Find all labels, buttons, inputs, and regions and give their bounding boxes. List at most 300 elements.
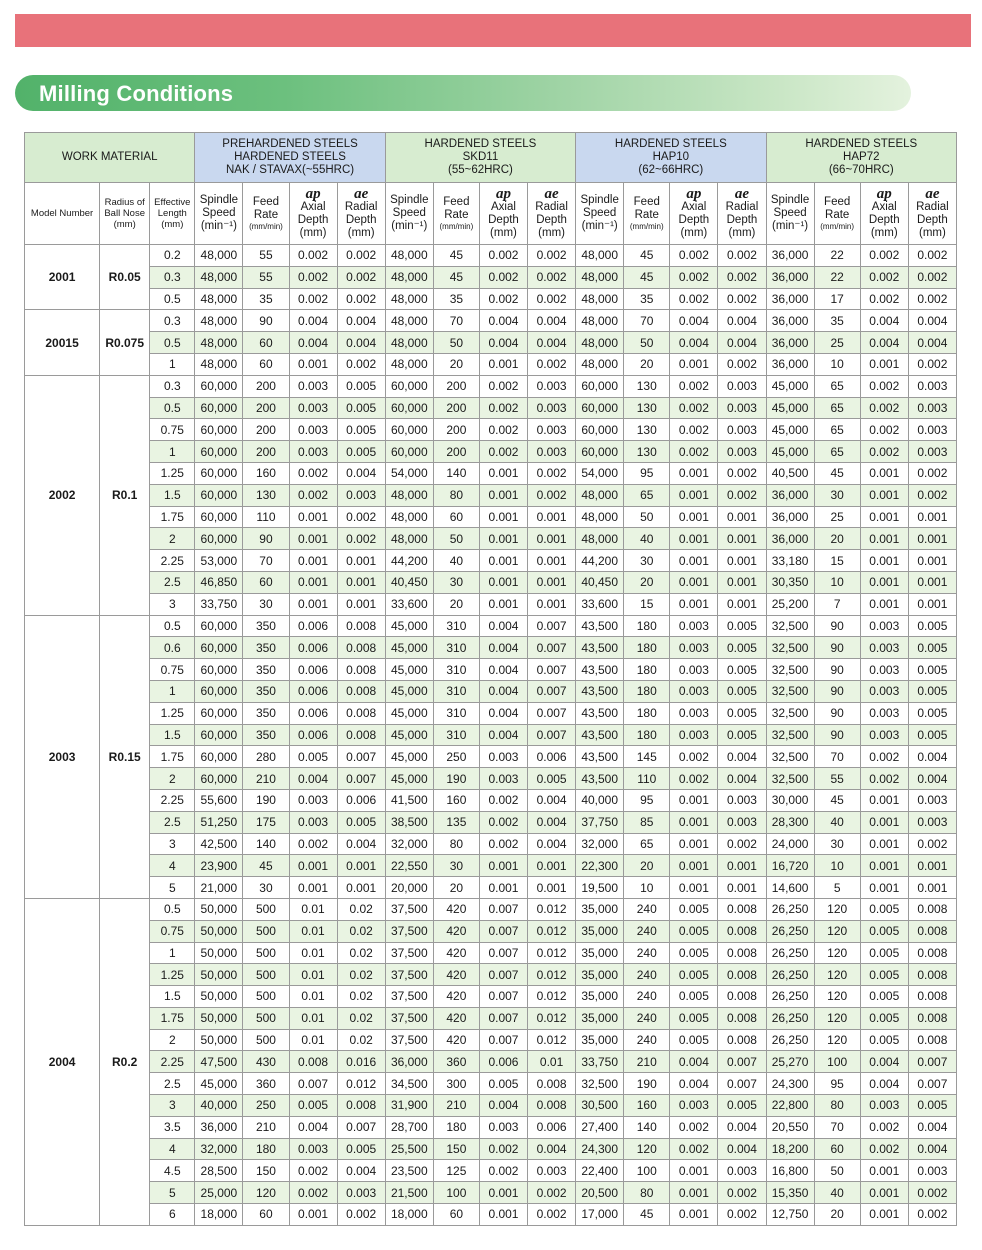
- axial-depth-cell: 0.001: [860, 833, 908, 855]
- axial-depth-cell: 0.005: [289, 746, 337, 768]
- table-row: [25, 637, 957, 659]
- radial-depth-cell: 0.001: [908, 528, 956, 550]
- radial-depth-cell: 0.002: [337, 1204, 385, 1226]
- feed-rate-cell: 70: [243, 550, 289, 572]
- spindle-speed-cell: 60,000: [195, 702, 243, 724]
- spindle-speed-cell: 48,000: [385, 506, 433, 528]
- spindle-speed-cell: 14,600: [766, 877, 814, 899]
- feed-rate-cell: 500: [243, 1029, 289, 1051]
- axial-depth-cell: 0.002: [479, 375, 527, 397]
- feed-rate-cell: 180: [624, 637, 670, 659]
- radial-depth-cell: 0.008: [718, 920, 766, 942]
- effective-length-cell: 1.5: [150, 986, 195, 1008]
- axial-depth-cell: 0.004: [479, 637, 527, 659]
- header-line: (mm): [113, 219, 136, 230]
- axial-depth-cell: 0.001: [670, 353, 718, 375]
- radial-depth-cell: 0.008: [337, 724, 385, 746]
- spindle-speed-cell: 18,200: [766, 1138, 814, 1160]
- axial-depth-cell: 0.002: [860, 288, 908, 310]
- header-line: (mm): [538, 226, 565, 239]
- effective-length-cell: 2: [150, 528, 195, 550]
- feed-rate-cell: 150: [243, 1160, 289, 1182]
- radial-depth-cell: 0.005: [337, 375, 385, 397]
- group-line: HAP10: [652, 151, 690, 163]
- feed-rate-cell: 95: [814, 1073, 860, 1095]
- axial-depth-cell: 0.002: [670, 441, 718, 463]
- spindle-speed-cell: 44,200: [385, 550, 433, 572]
- axial-depth-cell: 0.005: [860, 942, 908, 964]
- table-row: [25, 353, 957, 375]
- axial-depth-cell: 0.005: [670, 964, 718, 986]
- radial-depth-cell: 0.002: [718, 833, 766, 855]
- table-row: [25, 1116, 957, 1138]
- radial-depth-cell: 0.005: [718, 702, 766, 724]
- feed-rate-cell: 45: [624, 266, 670, 288]
- spindle-speed-cell: 60,000: [576, 397, 624, 419]
- radial-depth-cell: 0.002: [718, 288, 766, 310]
- radial-depth-cell: 0.003: [718, 789, 766, 811]
- table-row: [25, 789, 957, 811]
- radial-depth-cell: 0.016: [337, 1051, 385, 1073]
- radial-depth-cell: 0.001: [718, 528, 766, 550]
- header-line: Length: [157, 208, 187, 219]
- header-line: Rate: [634, 208, 659, 221]
- feed-rate-cell: 50: [433, 528, 479, 550]
- effective-length-cell: 0.3: [150, 310, 195, 332]
- spindle-speed-cell: 60,000: [195, 768, 243, 790]
- feed-rate-cell: 20: [433, 593, 479, 615]
- radial-depth-cell: 0.002: [718, 462, 766, 484]
- effective-length-cell: 0.5: [150, 288, 195, 310]
- spindle-speed-cell: 40,450: [385, 571, 433, 593]
- axial-depth-cell: 0.003: [289, 811, 337, 833]
- spindle-speed-cell: 48,000: [576, 528, 624, 550]
- spindle-speed-cell: 45,000: [766, 397, 814, 419]
- effective-length-cell: 4.5: [150, 1160, 195, 1182]
- effective-length-cell: 0.5: [150, 615, 195, 637]
- axial-depth-cell: 0.001: [860, 353, 908, 375]
- axial-depth-cell: 0.001: [860, 550, 908, 572]
- feed-rate-cell: 130: [624, 375, 670, 397]
- spindle-speed-cell: 43,500: [576, 746, 624, 768]
- header-line: Feed: [252, 195, 280, 208]
- radial-depth-cell: 0.001: [337, 571, 385, 593]
- axial-depth-cell: 0.001: [289, 571, 337, 593]
- spindle-speed-cell: 48,000: [385, 528, 433, 550]
- radial-depth-cell: 0.002: [718, 1182, 766, 1204]
- axial-depth-cell: 0.01: [289, 964, 337, 986]
- radial-depth-cell: 0.002: [718, 484, 766, 506]
- feed-rate-cell: 210: [624, 1051, 670, 1073]
- radial-depth-cell: 0.002: [528, 1182, 576, 1204]
- table-row: [25, 506, 957, 528]
- table-row: [25, 288, 957, 310]
- axial-depth-cell: 0.007: [479, 898, 527, 920]
- header-line: Speed: [392, 207, 426, 219]
- feed-rate-cell: 45: [624, 1204, 670, 1226]
- radial-depth-cell: 0.006: [528, 1116, 576, 1138]
- radial-depth-cell: 0.006: [337, 789, 385, 811]
- radial-depth-cell: 0.003: [908, 397, 956, 419]
- feed-rate-cell: 70: [814, 746, 860, 768]
- feed-rate-cell: 30: [624, 550, 670, 572]
- group-line: HAP72: [843, 151, 880, 163]
- radial-depth-cell: 0.005: [908, 615, 956, 637]
- feed-rate-cell: 250: [433, 746, 479, 768]
- radial-depth-cell: 0.001: [528, 571, 576, 593]
- header-line: Depth: [536, 213, 567, 226]
- group-line: HARDENED STEELS: [614, 138, 727, 150]
- table-row: [25, 1138, 957, 1160]
- spindle-speed-cell: 35,000: [576, 898, 624, 920]
- spindle-speed-cell: 60,000: [195, 615, 243, 637]
- axial-depth-cell: 0.006: [289, 680, 337, 702]
- feed-rate-cell: 35: [624, 288, 670, 310]
- feed-rate-cell: 17: [814, 288, 860, 310]
- radial-depth-cell: 0.002: [528, 1204, 576, 1226]
- header-line: Feed: [824, 195, 851, 208]
- feed-rate-cell: 90: [814, 659, 860, 681]
- radial-depth-cell: 0.005: [908, 659, 956, 681]
- spindle-speed-cell: 37,750: [576, 811, 624, 833]
- radial-depth-cell: 0.007: [528, 659, 576, 681]
- effective-length-cell: 3: [150, 593, 195, 615]
- axial-depth-cell: 0.004: [289, 310, 337, 332]
- spindle-speed-cell: 36,000: [766, 506, 814, 528]
- feed-rate-cell: 300: [433, 1073, 479, 1095]
- table-row: [25, 375, 957, 397]
- spindle-speed-cell: 31,900: [385, 1095, 433, 1117]
- table-row: [25, 615, 957, 637]
- axial-depth-cell: 0.001: [860, 506, 908, 528]
- radial-depth-cell: 0.005: [908, 1095, 956, 1117]
- header-line: Ball Nose: [104, 208, 146, 219]
- col-spindle-speed: [766, 183, 814, 245]
- radial-depth-cell: 0.004: [528, 833, 576, 855]
- header-line: (mm): [918, 226, 946, 239]
- spindle-speed-cell: 26,250: [766, 942, 814, 964]
- feed-rate-cell: 190: [433, 768, 479, 790]
- radial-depth-cell: 0.008: [337, 615, 385, 637]
- feed-rate-cell: 200: [433, 375, 479, 397]
- table-row: [25, 1029, 957, 1051]
- feed-rate-cell: 210: [433, 1095, 479, 1117]
- axial-depth-cell: 0.003: [670, 702, 718, 724]
- axial-depth-cell: 0.004: [479, 332, 527, 354]
- ae-symbol: ae: [734, 185, 750, 202]
- feed-rate-cell: 140: [433, 462, 479, 484]
- radial-depth-cell: 0.008: [337, 680, 385, 702]
- axial-depth-cell: 0.001: [289, 506, 337, 528]
- table-row: [25, 877, 957, 899]
- table-row: [25, 266, 957, 288]
- axial-depth-cell: 0.001: [289, 550, 337, 572]
- axial-depth-cell: 0.002: [479, 1138, 527, 1160]
- spindle-speed-cell: 48,000: [576, 310, 624, 332]
- header-line: (mm): [680, 226, 708, 239]
- effective-length-cell: 1.25: [150, 462, 195, 484]
- spindle-speed-cell: 25,500: [385, 1138, 433, 1160]
- feed-rate-cell: 55: [243, 245, 289, 267]
- radial-depth-cell: 0.005: [528, 768, 576, 790]
- header-line: Axial: [491, 200, 516, 213]
- axial-depth-cell: 0.003: [860, 724, 908, 746]
- model-number-cell: 2002: [25, 375, 100, 615]
- axial-depth-cell: 0.003: [670, 659, 718, 681]
- section-title-banner: [15, 75, 911, 111]
- spindle-speed-cell: 43,500: [576, 615, 624, 637]
- radial-depth-cell: 0.005: [337, 397, 385, 419]
- feed-rate-cell: 65: [814, 397, 860, 419]
- spindle-speed-cell: 60,000: [195, 375, 243, 397]
- spindle-speed-cell: 50,000: [195, 1007, 243, 1029]
- radial-depth-cell: 0.012: [528, 1007, 576, 1029]
- table-row: [25, 986, 957, 1008]
- effective-length-cell: 0.5: [150, 898, 195, 920]
- header-line: Depth: [678, 213, 710, 226]
- radial-depth-cell: 0.004: [718, 768, 766, 790]
- spindle-speed-cell: 32,000: [195, 1138, 243, 1160]
- radial-depth-cell: 0.004: [528, 332, 576, 354]
- radial-depth-cell: 0.008: [908, 898, 956, 920]
- spindle-speed-cell: 16,720: [766, 855, 814, 877]
- feed-rate-cell: 25: [814, 506, 860, 528]
- table-row: [25, 528, 957, 550]
- feed-rate-cell: 360: [243, 1073, 289, 1095]
- feed-rate-cell: 120: [814, 920, 860, 942]
- radial-depth-cell: 0.004: [337, 462, 385, 484]
- header-line: Spindle: [580, 194, 619, 206]
- group-line: HARDENED STEELS: [424, 138, 537, 150]
- radial-depth-cell: 0.004: [718, 1116, 766, 1138]
- radial-depth-cell: 0.002: [908, 245, 956, 267]
- spindle-speed-cell: 60,000: [195, 397, 243, 419]
- radial-depth-cell: 0.001: [908, 593, 956, 615]
- feed-rate-cell: 60: [243, 353, 289, 375]
- axial-depth-cell: 0.002: [860, 1138, 908, 1160]
- effective-length-cell: 0.75: [150, 920, 195, 942]
- radial-depth-cell: 0.005: [908, 680, 956, 702]
- spindle-speed-cell: 48,000: [385, 288, 433, 310]
- radial-depth-cell: 0.002: [528, 462, 576, 484]
- spindle-speed-cell: 24,000: [766, 833, 814, 855]
- spindle-speed-cell: 60,000: [385, 397, 433, 419]
- axial-depth-cell: 0.003: [670, 637, 718, 659]
- spindle-speed-cell: 38,500: [385, 811, 433, 833]
- spindle-speed-cell: 24,300: [576, 1138, 624, 1160]
- radial-depth-cell: 0.008: [337, 637, 385, 659]
- axial-depth-cell: 0.003: [289, 789, 337, 811]
- radial-depth-cell: 0.02: [337, 898, 385, 920]
- feed-rate-cell: 20: [814, 1204, 860, 1226]
- spindle-speed-cell: 48,000: [385, 484, 433, 506]
- axial-depth-cell: 0.004: [860, 1073, 908, 1095]
- axial-depth-cell: 0.002: [479, 288, 527, 310]
- effective-length-cell: 5: [150, 877, 195, 899]
- spindle-speed-cell: 60,000: [195, 724, 243, 746]
- feed-rate-cell: 310: [433, 659, 479, 681]
- axial-depth-cell: 0.003: [860, 615, 908, 637]
- col-radius-ball-nose: [100, 183, 150, 245]
- spindle-speed-cell: 20,500: [576, 1182, 624, 1204]
- axial-depth-cell: 0.007: [479, 1029, 527, 1051]
- axial-depth-cell: 0.005: [860, 1007, 908, 1029]
- feed-rate-cell: 160: [624, 1095, 670, 1117]
- feed-rate-cell: 420: [433, 920, 479, 942]
- spindle-speed-cell: 30,000: [766, 789, 814, 811]
- axial-depth-cell: 0.002: [289, 266, 337, 288]
- axial-depth-cell: 0.003: [860, 1095, 908, 1117]
- axial-depth-cell: 0.004: [479, 310, 527, 332]
- radial-depth-cell: 0.002: [528, 484, 576, 506]
- header-line: Speed: [773, 207, 807, 219]
- axial-depth-cell: 0.005: [670, 1029, 718, 1051]
- spindle-speed-cell: 36,000: [766, 528, 814, 550]
- spindle-speed-cell: 36,000: [766, 310, 814, 332]
- feed-rate-cell: 200: [243, 375, 289, 397]
- spindle-speed-cell: 60,000: [385, 375, 433, 397]
- axial-depth-cell: 0.007: [479, 1007, 527, 1029]
- radial-depth-cell: 0.008: [528, 1095, 576, 1117]
- axial-depth-cell: 0.007: [479, 986, 527, 1008]
- axial-depth-cell: 0.005: [860, 920, 908, 942]
- axial-depth-cell: 0.005: [670, 986, 718, 1008]
- spindle-speed-cell: 33,750: [576, 1051, 624, 1073]
- col-axial-depth: [479, 183, 527, 245]
- feed-rate-cell: 20: [814, 528, 860, 550]
- radial-depth-cell: 0.002: [908, 288, 956, 310]
- spindle-speed-cell: 32,500: [766, 746, 814, 768]
- axial-depth-cell: 0.003: [479, 746, 527, 768]
- spindle-speed-cell: 16,800: [766, 1160, 814, 1182]
- feed-rate-cell: 40: [624, 528, 670, 550]
- feed-rate-cell: 500: [243, 898, 289, 920]
- radial-depth-cell: 0.008: [718, 1029, 766, 1051]
- spindle-speed-cell: 43,500: [576, 702, 624, 724]
- radial-depth-cell: 0.005: [908, 724, 956, 746]
- feed-rate-cell: 10: [624, 877, 670, 899]
- axial-depth-cell: 0.001: [289, 877, 337, 899]
- axial-depth-cell: 0.001: [479, 528, 527, 550]
- table-row: [25, 484, 957, 506]
- feed-rate-cell: 10: [814, 571, 860, 593]
- axial-depth-cell: 0.003: [479, 768, 527, 790]
- spindle-speed-cell: 32,000: [576, 833, 624, 855]
- radial-depth-cell: 0.002: [908, 484, 956, 506]
- effective-length-cell: 1.75: [150, 746, 195, 768]
- radial-depth-cell: 0.008: [337, 1095, 385, 1117]
- feed-rate-cell: 40: [814, 1182, 860, 1204]
- feed-rate-cell: 30: [433, 571, 479, 593]
- spindle-speed-cell: 22,400: [576, 1160, 624, 1182]
- radial-depth-cell: 0.007: [528, 615, 576, 637]
- header-line: (mm/min): [249, 221, 283, 231]
- spindle-speed-cell: 44,200: [576, 550, 624, 572]
- feed-rate-cell: 110: [624, 768, 670, 790]
- spindle-speed-cell: 36,000: [766, 353, 814, 375]
- feed-rate-cell: 7: [814, 593, 860, 615]
- spindle-speed-cell: 40,000: [576, 789, 624, 811]
- radial-depth-cell: 0.002: [908, 462, 956, 484]
- radial-depth-cell: 0.001: [528, 528, 576, 550]
- feed-rate-cell: 20: [624, 571, 670, 593]
- spindle-speed-cell: 48,000: [576, 484, 624, 506]
- spindle-speed-cell: 45,000: [385, 746, 433, 768]
- radial-depth-cell: 0.002: [718, 266, 766, 288]
- spindle-speed-cell: 36,000: [195, 1116, 243, 1138]
- feed-rate-cell: 100: [624, 1160, 670, 1182]
- axial-depth-cell: 0.001: [479, 1182, 527, 1204]
- effective-length-cell: 0.6: [150, 637, 195, 659]
- table-row: [25, 462, 957, 484]
- feed-rate-cell: 90: [814, 702, 860, 724]
- spindle-speed-cell: 48,000: [576, 506, 624, 528]
- spindle-speed-cell: 48,000: [385, 266, 433, 288]
- axial-depth-cell: 0.003: [860, 637, 908, 659]
- axial-depth-cell: 0.001: [670, 506, 718, 528]
- radial-depth-cell: 0.001: [908, 855, 956, 877]
- feed-rate-cell: 500: [243, 942, 289, 964]
- feed-rate-cell: 50: [624, 332, 670, 354]
- spindle-speed-cell: 60,000: [195, 506, 243, 528]
- radial-depth-cell: 0.02: [337, 1007, 385, 1029]
- feed-rate-cell: 310: [433, 680, 479, 702]
- radial-depth-cell: 0.012: [528, 986, 576, 1008]
- feed-rate-cell: 180: [624, 680, 670, 702]
- axial-depth-cell: 0.002: [860, 245, 908, 267]
- header-line: Spindle: [390, 194, 429, 206]
- radial-depth-cell: 0.005: [337, 441, 385, 463]
- radial-depth-cell: 0.02: [337, 986, 385, 1008]
- spindle-speed-cell: 48,000: [195, 266, 243, 288]
- axial-depth-cell: 0.002: [289, 462, 337, 484]
- header-line: Axial: [300, 200, 326, 213]
- axial-depth-cell: 0.001: [670, 833, 718, 855]
- feed-rate-cell: 70: [814, 1116, 860, 1138]
- feed-rate-cell: 120: [814, 942, 860, 964]
- feed-rate-cell: 15: [814, 550, 860, 572]
- axial-depth-cell: 0.002: [860, 441, 908, 463]
- axial-depth-cell: 0.006: [289, 637, 337, 659]
- header-line: Effective: [154, 197, 191, 208]
- header-line: (min⁻¹): [391, 220, 428, 232]
- table-row: [25, 1073, 957, 1095]
- axial-depth-cell: 0.002: [670, 1138, 718, 1160]
- feed-rate-cell: 420: [433, 1007, 479, 1029]
- feed-rate-cell: 130: [624, 397, 670, 419]
- feed-rate-cell: 240: [624, 1029, 670, 1051]
- radial-depth-cell: 0.001: [337, 550, 385, 572]
- radial-depth-cell: 0.003: [528, 441, 576, 463]
- feed-rate-cell: 240: [624, 964, 670, 986]
- axial-depth-cell: 0.001: [860, 789, 908, 811]
- radial-depth-cell: 0.001: [718, 571, 766, 593]
- header-line: Radius of: [104, 197, 145, 208]
- axial-depth-cell: 0.01: [289, 920, 337, 942]
- radial-depth-cell: 0.008: [718, 986, 766, 1008]
- feed-rate-cell: 30: [243, 593, 289, 615]
- spindle-speed-cell: 54,000: [576, 462, 624, 484]
- spindle-speed-cell: 36,000: [766, 288, 814, 310]
- table-row: [25, 245, 957, 267]
- feed-rate-cell: 120: [624, 1138, 670, 1160]
- col-feed-rate: [814, 183, 860, 245]
- group-line: HARDENED STEELS: [805, 138, 918, 150]
- axial-depth-cell: 0.002: [289, 1160, 337, 1182]
- axial-depth-cell: 0.002: [670, 375, 718, 397]
- axial-depth-cell: 0.002: [479, 397, 527, 419]
- spindle-speed-cell: 48,000: [195, 310, 243, 332]
